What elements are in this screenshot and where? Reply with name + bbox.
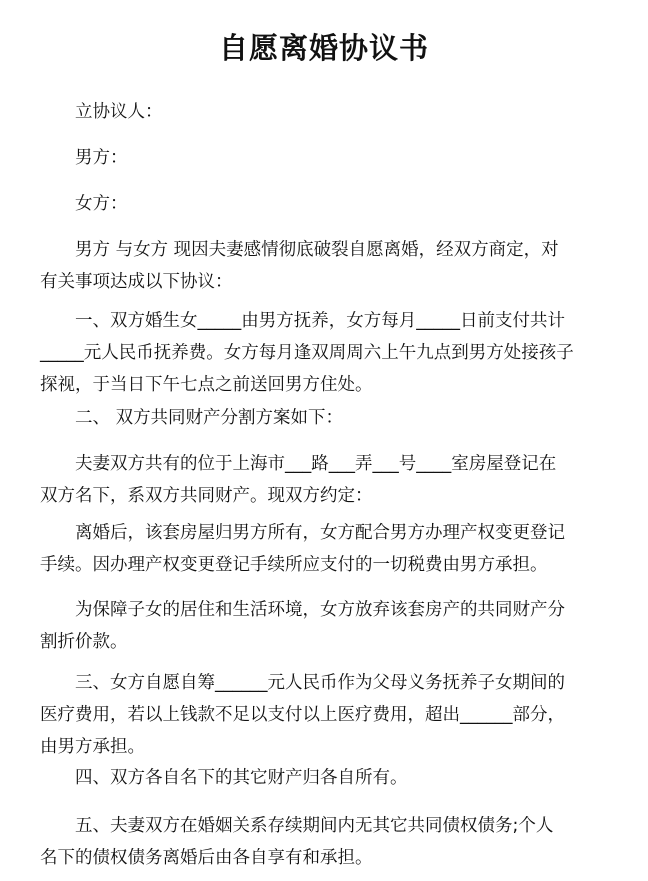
paragraph-property <box>40 448 608 512</box>
paragraph-line: 女方： <box>75 194 128 214</box>
paragraph-line: 三、女方自愿自筹______元人民币作为父母义务抚养子女期间的 <box>75 673 565 693</box>
paragraph-line: 由男方承担。 <box>40 737 145 757</box>
paragraph-line: 五、夫妻双方在婚姻关系存续期间内无其它共同债权债务;个人 <box>75 816 554 836</box>
paragraph-waiver <box>40 594 608 658</box>
paragraph-line: 有关事项达成以下协议： <box>40 272 233 292</box>
paragraph-line: 割折价款。 <box>40 632 128 652</box>
paragraph-line: 四、双方各自名下的其它财产归各自所有。 <box>75 768 408 788</box>
paragraph-female-party <box>40 188 608 220</box>
paragraph-line: 一、双方婚生女_____由男方抚养，女方每月_____日前支付共计 <box>75 311 565 331</box>
paragraph-line: 二、 双方共同财产分割方案如下： <box>75 408 344 428</box>
paragraph-clause-3 <box>40 667 608 763</box>
paragraph-line: 夫妻双方共有的位于上海市___路___弄___号____室房屋登记在 <box>75 454 557 474</box>
paragraph-line: 为保障子女的居住和生活环境，女方放弃该套房产的共同财产分 <box>75 600 565 620</box>
paragraph-line: 探视，于当日下午七点之前送回男方住处。 <box>40 375 373 395</box>
paragraph-line: 双方名下，系双方共同财产。现双方约定： <box>40 486 373 506</box>
paragraph-clause-4 <box>40 762 608 794</box>
paragraph-clause-5 <box>40 810 608 874</box>
paragraph-property-agreement <box>40 517 608 581</box>
paragraph-intro <box>40 234 608 298</box>
paragraph-line: 手续。因办理产权变更登记手续所应支付的一切税费由男方承担。 <box>40 555 548 575</box>
paragraph-clause-1 <box>40 305 608 401</box>
paragraph-male-party <box>40 142 608 174</box>
paragraph-line: 名下的债权债务离婚后由各自享有和承担。 <box>40 848 373 868</box>
paragraph-line: 男方 与女方 现因夫妻感情彻底破裂自愿离婚，经双方商定，对 <box>75 240 559 260</box>
paragraph-line: _____元人民币抚养费。女方每月逢双周周六上午九点到男方处接孩子 <box>40 343 574 363</box>
paragraph-line: 立协议人： <box>75 102 163 122</box>
paragraph-clause-2 <box>40 402 608 434</box>
document-title: 自愿离婚协议书 <box>218 31 429 65</box>
paragraph-parties <box>40 96 608 128</box>
paragraph-line: 离婚后，该套房屋归男方所有，女方配合男方办理产权变更登记 <box>75 523 565 543</box>
paragraph-line: 男方： <box>75 148 128 168</box>
paragraph-line: 医疗费用，若以上钱款不足以支付以上医疗费用，超出______部分， <box>40 705 565 725</box>
